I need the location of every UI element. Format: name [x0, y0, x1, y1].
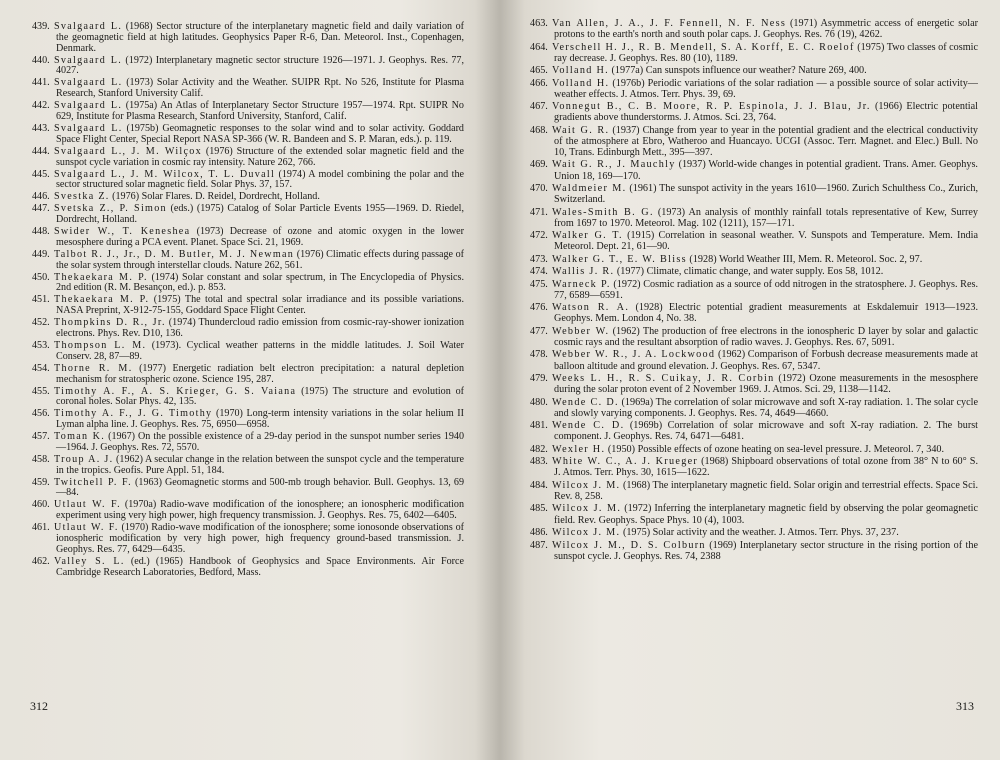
reference-text: (1937) Change from year to year in the potential gradient and the electrical conductivity of the atmosphere at Ebro, Watheroo and Huancayo. UCGI (Assoc. Terr. Magnet. and Elec.) Bull. No 10, Trans. Edinburgh Mett., 395—397. [554, 124, 978, 158]
reference-text: (1928) Electric potential gradient measurements at Eskdalemuir 1913—1923. Geophys. Mem. London 4, No. 38. [554, 302, 978, 325]
reference-number: 458. [32, 453, 50, 465]
reference-authors: Utlaut W. F. [54, 522, 119, 534]
reference-entry [530, 540, 978, 562]
reference-entry [530, 503, 978, 525]
reference-entry [32, 101, 464, 123]
reference-text: (1928) World Weather III, Mem. R. Meteorol. Soc. 2, 97. [686, 253, 923, 265]
reference-authors: Van Allen, J. A., J. F. Fennell, N. F. Ness [552, 18, 787, 29]
reference-text: (1961) The sunspot activity in the years 1610—1960. Zurich Schulthess Co., Zurich, Switzerland. [554, 183, 978, 206]
reference-entry [530, 302, 978, 324]
reference-authors: Wilcox J. M. [552, 503, 622, 515]
reference-entry [32, 227, 464, 249]
reference-entry [32, 557, 464, 579]
reference-text: (1971) Asymmetric access of energetic solar protons to the earth's north and south polar caps. J. Geophys. Res. 76 (19), 4262. [554, 18, 978, 41]
reference-entry [32, 22, 464, 55]
reference-entry [32, 341, 464, 363]
reference-number: 457. [32, 431, 50, 443]
reference-entry [530, 349, 978, 371]
reference-text: (1969a) The correlation of solar microwave and soft X-ray radiation. 1. The solar cycle and slowly varying components. J. Geophys. Res. 74, 4649—4660. [554, 396, 978, 419]
reference-entry [530, 65, 978, 76]
page-number: 313 [956, 699, 974, 713]
reference-text: (1975a) An Atlas of Interplanetary Sector Structure 1957—1974. Rpt. SUIPR No 629, Institute for Plasma Research, Stanford University, Stanford, Calif. [56, 100, 464, 123]
reference-authors: Svalgaard L., J. M. Wilcox, T. L. Duvall [54, 168, 276, 180]
reference-entry [530, 527, 978, 538]
reference-authors: Svalgaard L. [54, 21, 123, 32]
reference-authors: Svalgaard L. [54, 100, 123, 112]
reference-text: (ed.) (1965) Handbook of Geophysics and Space Environments. Air Force Cambridge Research Laboratories, Bedford, Mass. [56, 555, 464, 578]
reference-number: 455. [32, 385, 50, 397]
reference-text: (1962) The production of free electrons in the ionospheric D layer by solar and galactic cosmic rays and the resultant absorption of radio waves. J. Geophys. Res. 67, 5091. [554, 325, 978, 348]
reference-number: 461. [32, 522, 50, 534]
reference-entry [32, 250, 464, 272]
reference-entry [530, 42, 978, 64]
reference-number: 459. [32, 476, 50, 488]
reference-number: 443. [32, 122, 50, 134]
reference-text: (1975) Solar activity and the weather. J. Atmos. Terr. Phys. 37, 237. [620, 527, 899, 539]
reference-entry [530, 254, 978, 265]
reference-entry [32, 432, 464, 454]
reference-number: 479. [530, 373, 548, 385]
reference-number: 483. [530, 456, 548, 468]
reference-text: (1972) Ozone measurements in the mesosphere during the solar proton event of 2 November 1969. J. Atmos. Sci. 29, 1138—1142. [554, 373, 978, 396]
reference-text: (1975) Two classes of cosmic ray decrease. J. Geophys. Res. 80 (10), 1189. [554, 41, 979, 64]
reference-authors: Wilcox J. M., D. S. Colburn [552, 539, 706, 551]
reference-entry [32, 364, 464, 386]
reference-text: (1973) Solar Activity and the Weather. SUIPR Rpt. No 526, Institute for Plasma Research, Stanford University Calif. [56, 77, 464, 100]
reference-authors: Wales-Smith B. G. [552, 206, 654, 218]
reference-number: 473. [530, 253, 548, 265]
reference-text: (1972) Interplanetary magnetic sector structure 1926—1971. J. Geophys. Res. 77, 4027. [56, 54, 464, 77]
reference-text: (1976) Climatic effects during passage of the solar system through interstellar clouds. Nature 262, 561. [56, 248, 464, 271]
reference-authors: Webber W. [552, 325, 610, 337]
reference-number: 467. [530, 101, 548, 113]
reference-entry [32, 523, 464, 556]
reference-authors: Wexler H. [552, 443, 606, 455]
reference-number: 447. [32, 203, 50, 215]
reference-entry [32, 295, 464, 317]
reference-number: 468. [530, 124, 548, 136]
reference-authors: Thekaekara M. P. [54, 271, 148, 283]
reference-number: 442. [32, 100, 50, 112]
reference-authors: Wait G. R. [552, 124, 610, 136]
reference-authors: Wilcox J. M. [552, 479, 621, 491]
reference-text: (1970) Long-term intensity variations in the solar helium II Lyman alpha line. J. Geophys. Res. 75, 6950—6958. [56, 408, 464, 431]
reference-entry [32, 124, 464, 146]
reference-text: (1968) Sector structure of the interplanetary magnetic field and daily variation of the geomagnetic field at high latitudes. Geophysics Paper R-6, Dan. Meteorol. Inst., Copenhagen, Denmark. [56, 21, 464, 54]
reference-text: (1976) Structure of the extended solar magnetic field and the sunspot cycle variation in cosmic ray intensity. Nature 262, 766. [56, 145, 464, 168]
reference-text: (1974) Thundercloud radio emission from cosmic-ray-shower ionization electrons. Phys. Rev. D10, 136. [56, 317, 465, 339]
reference-text: (1976b) Periodic variations of the solar radiation — a possible source of solar activity—weather effects. J. Atmos. Terr. Phys. 39, 69. [554, 77, 978, 100]
reference-authors: Webber W. R., J. A. Lockwood [552, 349, 716, 361]
reference-entry [32, 273, 464, 295]
reference-number: 460. [32, 499, 50, 511]
reference-text: (1972) Inferring the interplanetary magnetic field by observing the polar geomagnetic field. Rev. Geophys. Space Phys. 10 (4), 1003. [554, 503, 978, 526]
reference-text: (1970a) Radio-wave modification of the ionosphere; an ionospheric modification experiment using very high power, high frequency transmission. J. Geophys. Res. 75, 6402—6405. [56, 499, 464, 522]
reference-entry [32, 192, 464, 203]
reference-text: (1975b) Geomagnetic responses to the solar wind and to solar activity. Goddard Space Flight Center, Special Report NASA SP-366 (W. R. Bandeen and S. P. Maran, eds.). p. 119. [56, 122, 464, 145]
reference-number: 477. [530, 325, 548, 337]
reference-text: (1950) Possible effects of ozone heating on sea-level pressure. J. Meteorol. 7, 340. [605, 443, 945, 455]
reference-number: 476. [530, 302, 548, 314]
reference-authors: Warneck P. [552, 278, 611, 290]
reference-text: (1967) On the possible existence of a 29-day period in the sunspot number series 1940—1964. J. Geophys. Res. 72, 5570. [56, 431, 465, 453]
reference-authors: Svalgaard L. [54, 122, 123, 134]
reference-authors: Wait G. R., J. Mauchly [552, 159, 676, 171]
reference-text: (1974) Solar constant and solar spectrum, in The Encyclopedia of Physics. 2nd edition (R. M. Besançon, ed.). p. 853. [56, 271, 464, 294]
reference-text: (1973) An analysis of monthly rainfall totals representative of Kew, Surrey from 1697 to 1970. Meteorol. Mag. 102 (1211), 157—171. [554, 206, 978, 229]
reference-number: 444. [32, 145, 50, 157]
reference-entry [32, 500, 464, 522]
right-page [500, 0, 1000, 760]
reference-entry [530, 480, 978, 502]
reference-entry [530, 266, 978, 277]
reference-text: (1976) Solar Flares. D. Reidel, Dordrecht, Holland. [109, 191, 320, 203]
reference-text: (1969b) Correlation of solar microwave and soft X-ray radiation. 2. The burst component. J. Geophys. Res. 74, 6471—6481. [554, 420, 979, 443]
reference-number: 440. [32, 54, 50, 66]
reference-number: 454. [32, 362, 50, 374]
reference-text: (1962) A secular change in the relation between the sunspot cycle and the temperature in the tropics. Geofis. Pure Appl. 51, 184. [56, 453, 464, 476]
reference-authors: Utlaut W. F. [54, 499, 121, 511]
reference-number: 484. [530, 479, 548, 491]
reference-authors: Verschell H. J., R. B. Mendell, S. A. Korff, E. C. Roelof [552, 41, 855, 53]
reference-number: 470. [530, 183, 548, 195]
reference-text: (1915) Correlation in seasonal weather. V. Sunspots and Temperature. Mem. India Meteorol. Dept. 21, 61—90. [554, 230, 978, 253]
reference-entry [530, 397, 978, 419]
reference-authors: Svalgaard L. [54, 77, 123, 89]
reference-authors: Wallis J. R. [552, 266, 615, 278]
reference-authors: Talbot R. J., Jr., D. M. Butler, M. J. Newman [54, 248, 295, 260]
reference-entry [32, 204, 464, 226]
reference-entry [32, 409, 464, 431]
reference-authors: Volland H. [552, 65, 609, 77]
reference-text: (1975) The total and spectral solar irradiance and its possible variations. NASA Preprint, X-912-75-155, Goddard Space Flight Center. [56, 294, 464, 317]
reference-authors: Volland H. [552, 77, 610, 89]
reference-list [530, 18, 978, 562]
reference-text: (1968) The interplanetary magnetic field. Solar origin and terrestrial effects. Space Sci. Rev. 8, 258. [554, 479, 978, 502]
reference-authors: Vonnegut B., C. B. Moore, R. P. Espinola, J. J. Blau, Jr. [552, 101, 871, 113]
reference-text: (1972) Cosmic radiation as a source of odd nitrogen in the stratosphere. J. Geophys. Res. 77, 6589—6591. [554, 278, 978, 301]
reference-number: 449. [32, 248, 50, 260]
reference-entry [32, 170, 464, 192]
reference-number: 471. [530, 206, 548, 218]
reference-number: 466. [530, 77, 548, 89]
reference-text: (1977) Energetic radiation belt electron precipitation: a natural depletion mechanism for stratospheric ozone. Science 195, 287. [56, 362, 464, 385]
reference-number: 462. [32, 555, 50, 567]
reference-text: (1937) World-wide changes in potential gradient. Trans. Amer. Geophys. Union 18, 169—170. [554, 159, 978, 182]
reference-entry [32, 56, 464, 78]
reference-number: 445. [32, 168, 50, 180]
reference-number: 451. [32, 294, 50, 306]
reference-entry [530, 230, 978, 252]
reference-number: 482. [530, 443, 548, 455]
reference-entry [530, 373, 978, 395]
reference-entry [530, 279, 978, 301]
reference-authors: Swider W., T. Keneshea [54, 226, 191, 238]
reference-number: 472. [530, 230, 548, 242]
reference-number: 463. [530, 18, 548, 29]
reference-number: 469. [530, 159, 548, 171]
reference-number: 480. [530, 396, 548, 408]
reference-entry [530, 125, 978, 158]
reference-number: 446. [32, 191, 50, 203]
reference-text: (1977) Climate, climatic change, and water supply. Eos 58, 1012. [614, 266, 884, 278]
reference-entry [32, 478, 464, 500]
reference-number: 439. [32, 21, 50, 32]
reference-entry [32, 387, 464, 409]
reference-text: (1973). Cyclical weather patterns in the middle latitudes. J. Soil Water Conserv. 28, 87—89. [56, 339, 464, 362]
reference-authors: Walker G. T. [552, 230, 623, 242]
reference-text: (1963) Geomagnetic storms and 500-mb trough behavior. Bull. Geophys. 13, 69—84. [56, 476, 464, 499]
reference-entry [32, 147, 464, 169]
reference-number: 481. [530, 420, 548, 432]
reference-entry [530, 326, 978, 348]
reference-authors: Weeks L. H., R. S. Cuikay, J. R. Corbin [552, 373, 775, 385]
reference-entry [530, 101, 978, 123]
reference-authors: Wende C. D. [552, 396, 619, 408]
reference-authors: Troup A. J. [54, 453, 114, 465]
reference-number: 486. [530, 527, 548, 539]
reference-authors: Thompson L. M. [54, 339, 147, 351]
reference-number: 453. [32, 339, 50, 351]
reference-number: 465. [530, 65, 548, 77]
reference-number: 475. [530, 278, 548, 290]
reference-text: (1977a) Can sunspots influence our weather? Nature 269, 400. [608, 65, 867, 77]
reference-entry [530, 183, 978, 205]
reference-authors: Svestka Z. [54, 191, 110, 203]
reference-number: 474. [530, 266, 548, 278]
page-number: 312 [30, 699, 48, 713]
reference-authors: Walker G. T., E. W. Bliss [552, 253, 687, 265]
reference-authors: Timothy A. F., A. S. Krieger, G. S. Vaiana [54, 385, 297, 397]
reference-authors: Waldmeier M. [552, 183, 627, 195]
reference-authors: Thompkins D. R., Jr. [54, 317, 166, 329]
reference-number: 456. [32, 408, 50, 420]
reference-entry [530, 159, 978, 181]
reference-entry [530, 444, 978, 455]
reference-entry [530, 420, 978, 442]
reference-number: 450. [32, 271, 50, 283]
reference-authors: White W. C., A. J. Krueger [552, 456, 699, 468]
reference-text: (1969) Interplanetary sector structure in the rising portion of the sunspot cycle. J. Geophys. Res. 74, 2388 [554, 539, 978, 562]
reference-number: 485. [530, 503, 548, 515]
reference-number: 464. [530, 41, 548, 53]
reference-authors: Thekaekara M. P. [54, 294, 150, 306]
reference-authors: Toman K. [54, 431, 106, 443]
reference-text: (1974) A model combining the polar and the sector structured solar magnetic field. Solar Phys. 37, 157. [56, 168, 464, 191]
reference-authors: Timothy A. F., J. G. Timothy [54, 408, 213, 420]
reference-text: (1966) Electric potential gradients above thunderstorms. J. Atmos. Sci. 23, 764. [554, 101, 978, 124]
reference-entry [32, 318, 464, 340]
reference-text: (1968) Shipboard observations of total ozone from 38° N to 60° S. J. Atmos. Terr. Phys. 30, 1615—1622. [554, 456, 978, 479]
reference-entry [32, 78, 464, 100]
reference-number: 452. [32, 317, 50, 329]
reference-authors: Svalgaard L., J. M. Wilçox [54, 145, 202, 157]
reference-text: (1975) The structure and evolution of coronal holes. Solar Phys. 42, 135. [56, 385, 465, 408]
reference-entry [530, 207, 978, 229]
reference-number: 448. [32, 226, 50, 238]
reference-text: (eds.) (1975) Catalog of Solar Particle Events 1955—1969. D. Riedel, Dordrecht, Holland. [56, 203, 464, 226]
reference-text: (1973) Decrease of ozone and atomic oxygen in the lower mesosphere during a PCA event. Planet. Space Sci. 21, 1969. [56, 226, 465, 248]
reference-entry [530, 456, 978, 478]
reference-text: (1962) Comparison of Forbush decrease measurements made at balloon altitude and ground elevation. J. Geophys. Res. 67, 5347. [554, 349, 978, 372]
reference-number: 478. [530, 349, 548, 361]
reference-authors: Wende C. D. [552, 420, 625, 432]
reference-authors: Svalgaard L. [54, 54, 123, 66]
reference-list [32, 22, 464, 579]
reference-text: (1970) Radio-wave modification of the ionosphere; some ionosonde observations of ionospheric modification by very high power, high frequency ground-based transmission. J. Geophys. Res. 77, 6429—6435. [56, 522, 464, 555]
reference-authors: Valley S. L. [54, 555, 125, 567]
reference-number: 487. [530, 539, 548, 551]
reference-number: 441. [32, 77, 50, 89]
reference-entry [530, 78, 978, 100]
reference-entry [530, 18, 978, 40]
reference-entry [32, 455, 464, 477]
reference-authors: Twitchell P. F. [54, 476, 132, 488]
reference-authors: Svetska Z., P. Simon [54, 203, 167, 215]
reference-authors: Wilcox J. M. [552, 527, 621, 539]
reference-authors: Watson R. A. [552, 302, 630, 314]
reference-authors: Thorne R. M. [54, 362, 133, 374]
